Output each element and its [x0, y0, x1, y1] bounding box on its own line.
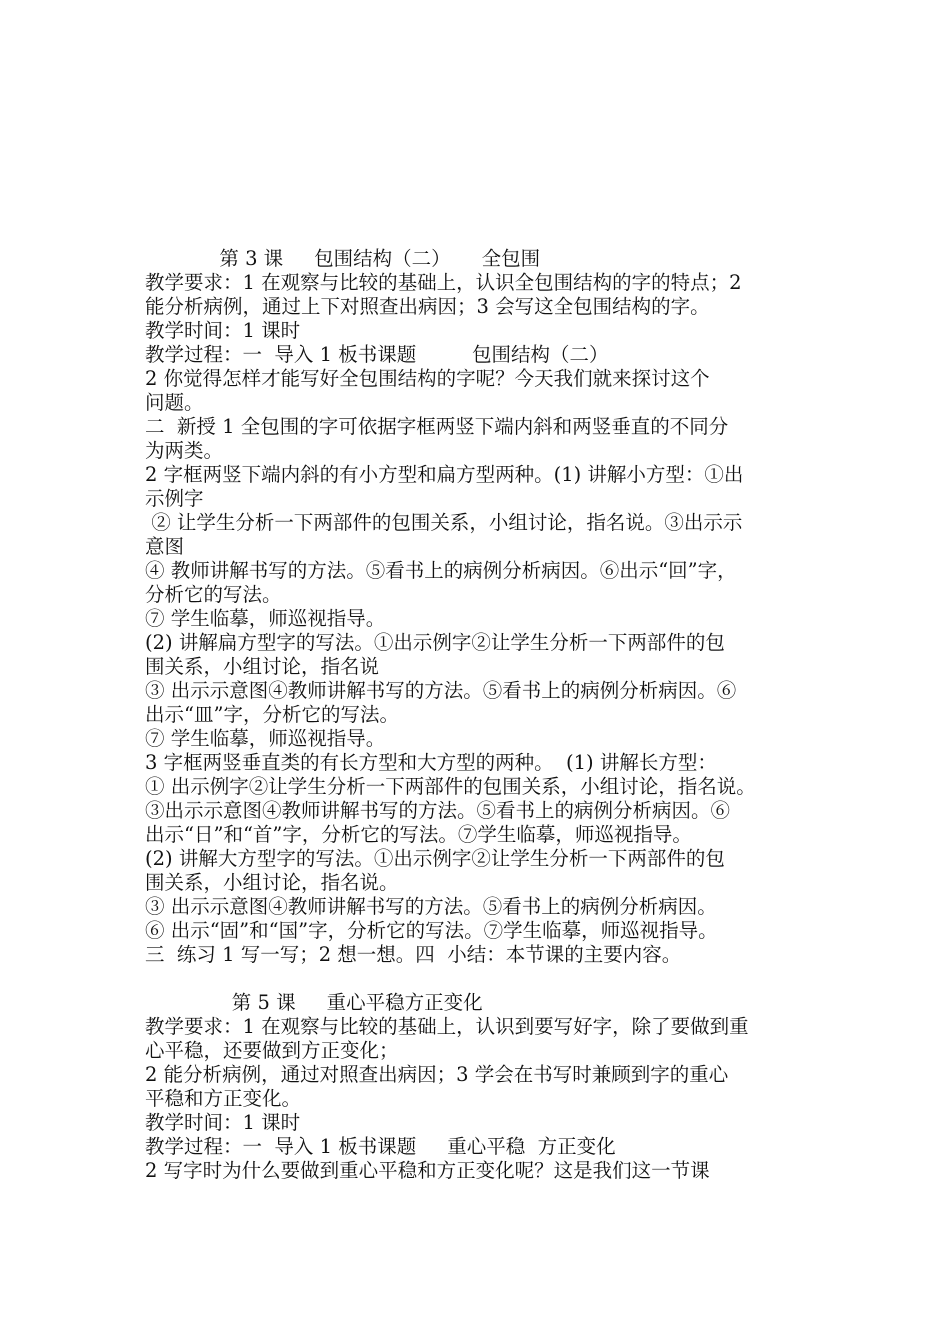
lesson-3-line: 教学要求：1 在观察与比较的基础上，认识全包围结构的字的特点；2: [145, 271, 742, 294]
lesson-3-line: 出示“皿”字，分析它的写法。: [145, 703, 399, 726]
lesson-3-line: 能分析病例，通过上下对照查出病因；3 会写这全包围结构的字。: [145, 295, 710, 318]
lesson-5-line: 教学要求：1 在观察与比较的基础上，认识到要写好字，除了要做到重: [145, 1015, 749, 1038]
lesson-3-line: 3 字框两竖垂直类的有长方型和大方型的两种。 (1) 讲解长方型：: [145, 751, 717, 774]
lesson-3-line: 教学时间：1 课时: [145, 319, 301, 342]
lesson-3-line: ④ 教师讲解书写的方法。⑤看书上的病例分析病因。⑥出示“回”字，: [145, 559, 737, 582]
lesson-3-line: ② 让学生分析一下两部件的包围关系，小组讨论，指名说。③出示示: [145, 511, 743, 534]
lesson-5-line: 教学过程：一 导入 1 板书课题 重心平稳 方正变化: [145, 1135, 616, 1158]
lesson-5-line: 平稳和方正变化。: [145, 1087, 302, 1110]
lesson-3-line: 围关系，小组讨论，指名说。: [145, 871, 399, 894]
lesson-3-line: 2 你觉得怎样才能写好全包围结构的字呢？今天我们就来探讨这个: [145, 367, 710, 390]
lesson-3-line: (2) 讲解大方型字的写法。①出示例字②让学生分析一下两部件的包: [145, 847, 725, 870]
lesson-3-line: ③ 出示示意图④教师讲解书写的方法。⑤看书上的病例分析病因。⑥: [145, 679, 737, 702]
lesson-3-line: 为两类。: [145, 439, 224, 462]
lesson-3-line: ⑥ 出示“固”和“国”字，分析它的写法。⑦学生临摹，师巡视指导。: [145, 919, 718, 942]
lesson-3-line: 教学过程：一 导入 1 板书课题 包围结构（二）: [145, 343, 609, 366]
lesson-3-title: 第 3 课 包围结构（二） 全包围: [145, 247, 541, 270]
lesson-5-line: 教学时间：1 课时: [145, 1111, 301, 1134]
lesson-3-line: ③出示示意图④教师讲解书写的方法。⑤看书上的病例分析病因。⑥: [145, 799, 731, 822]
lesson-3-section: [145, 247, 825, 967]
lesson-3-line: 意图: [145, 535, 185, 558]
lesson-5-line: 2 写字时为什么要做到重心平稳和方正变化呢？这是我们这一节课: [145, 1159, 710, 1182]
lesson-3-line: 示例字: [145, 487, 204, 510]
document-body: [145, 247, 825, 1183]
section-spacer: [145, 967, 825, 991]
lesson-5-line: 心平稳，还要做到方正变化；: [145, 1039, 399, 1062]
lesson-5-line: 2 能分析病例，通过对照查出病因；3 学会在书写时兼顾到字的重心: [145, 1063, 729, 1086]
lesson-3-line: 出示“日”和“首”字，分析它的写法。⑦学生临摹，师巡视指导。: [145, 823, 692, 846]
lesson-3-line: 二 新授 1 全包围的字可依据字框两竖下端内斜和两竖垂直的不同分: [145, 415, 729, 438]
lesson-3-line: 2 字框两竖下端内斜的有小方型和扁方型两种。(1) 讲解小方型：①出: [145, 463, 744, 486]
lesson-3-line: ③ 出示示意图④教师讲解书写的方法。⑤看书上的病例分析病因。: [145, 895, 717, 918]
lesson-3-line: ⑦ 学生临摹，师巡视指导。: [145, 607, 386, 630]
lesson-3-line: ⑦ 学生临摹，师巡视指导。: [145, 727, 386, 750]
lesson-3-line: (2) 讲解扁方型字的写法。①出示例字②让学生分析一下两部件的包: [145, 631, 725, 654]
lesson-3-line: 围关系，小组讨论，指名说: [145, 655, 380, 678]
lesson-3-line: 三 练习 1 写一写；2 想一想。四 小结：本节课的主要内容。: [145, 943, 682, 966]
lesson-3-line: ① 出示例字②让学生分析一下两部件的包围关系，小组讨论，指名说。: [145, 775, 756, 798]
lesson-5-section: [145, 991, 825, 1183]
lesson-3-line: 分析它的写法。: [145, 583, 282, 606]
lesson-5-title: 第 5 课 重心平稳方正变化: [145, 991, 483, 1014]
lesson-3-line: 问题。: [145, 391, 204, 414]
